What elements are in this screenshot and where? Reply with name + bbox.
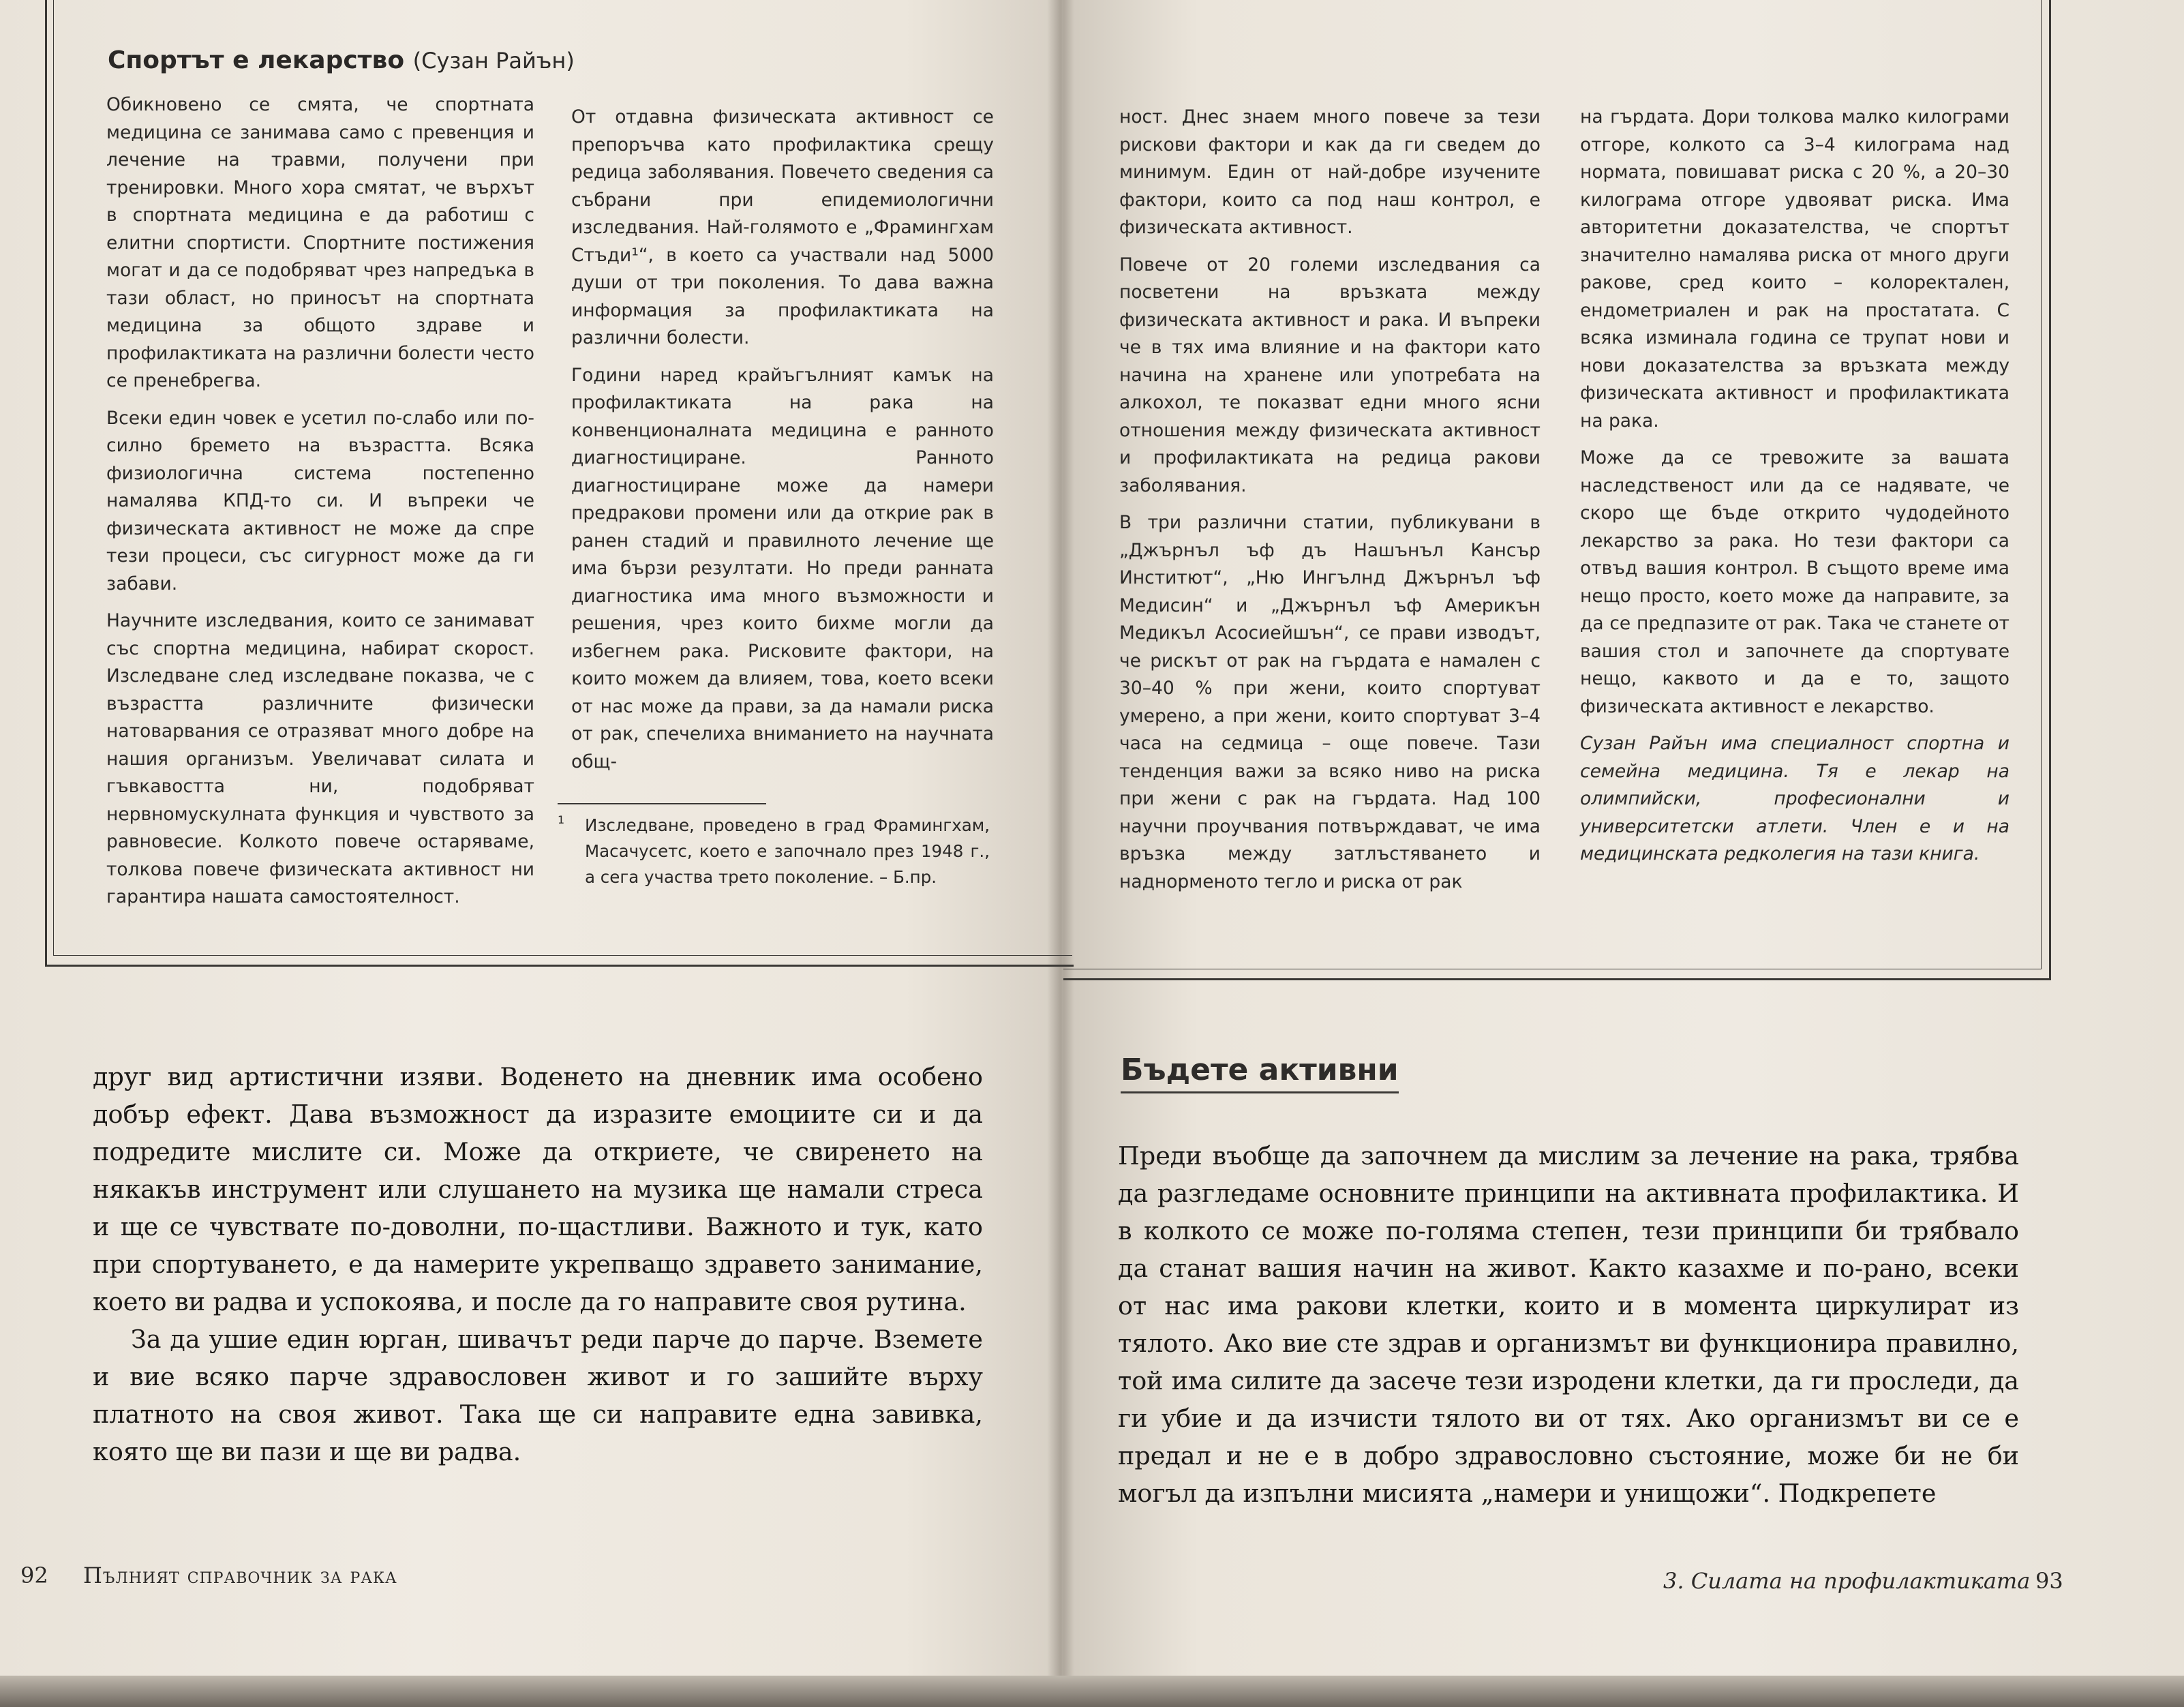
page-number-right: 93: [2035, 1568, 2063, 1594]
body-paragraph: За да ушие един юрган, шивачът реди парче до парче. Вземете и вие всяко парче здравословен живот и го зашийте върху платното на своя живот. Така ще си направите една завивка, която ще ви пази и ще ви радва.: [93, 1325, 983, 1466]
sidebar-title: [108, 46, 575, 74]
sidebar-paragraph: От отдавна физическата активност се препоръчва като профилактика срещу редица заболявания. Повечето сведения са събрани при епидемиологични изследвания. Най-голямото е „Фрамингхам Стъди¹“, в което са участвали над 5000 души от три поколения. То дава важна информация за профилактиката на различни болести.: [571, 106, 994, 348]
sidebar-paragraph: Може да се тревожите за вашата наследственост или да се надявате, че скоро ще бъде открито чудодейното лекарство за рака. Но тези фактори са отвъд вашия контрол. В същото време има нещо просто, което може да направите, за да се предпазите от рак. Така че станете от вашия стол и започнете да спортувате нещо, каквото и да е то, защото физическата активност е лекарство.: [1580, 447, 2009, 717]
sidebar-paragraph: Всеки един човек е усетил по-слабо или по-силно бремето на възрастта. Всяка физиологична система постепенно намалява КПД-то си. И въпреки че физическата активност не може да спре тези процеси, със сигурност може да ги забави.: [106, 407, 534, 594]
sidebar-author: (Сузан Райън): [412, 48, 575, 74]
sidebar-paragraph: Обикновено се смята, че спортната медицина се занимава само с превенция и лечение на травми, получени при тренировки. Много хора смятат, че върхът в спортната медицина е да работиш с елитни спортисти. Спортните постижения могат и да се подобряват чрез напредъка в тази област, но приносът на спортната медицина за общото здраве и профилактиката на различни болести често се пренебрегва.: [106, 94, 534, 391]
author-bio: Сузан Райън има специалност спортна и семейна медицина. Тя е лекар на олимпийски, професионални и университетски атлети. Член е и на медицинската редколегия на тази книга.: [1580, 733, 2009, 864]
sidebar-paragraph: Повече от 20 големи изследвания са посветени на връзката между физическата активност и рака. И въпреки че в тях има влияние и на фактори като начина на хранене или употребата на алкохол, те показват едни много ясни отношения между физическата активност и профилактиката на редица ракови заболявания.: [1119, 254, 1541, 496]
sidebar-paragraph: Научните изследвания, които се занимават със спортна медицина, набират скорост. Изследване след изследване показва, че с възрастта различните физически натоварвания се отразяват много добре на нашия организъм. Увеличават силата и гъвкавостта ни, подобряват нервномускулната функция и чувството за равновесие. Колкото повече остаряваме, толкова повече физическата активност ни гарантира нашата самостоятелност.: [106, 610, 534, 907]
sidebar-paragraph: В три различни статии, публикувани в „Джърнъл ъф дъ Нашънъл Кансър Инститют“, „Ню Ингълнд Джърнъл ъф Медисин“ и „Джърнъл ъф Америкън Медикъл Асосиейшън“, се прави изводът, че рискът от рак на гърдата е намален с 30–40 % при жени, които спортуват умерено, а при жени, които спортуват 3–4 часа на седмица – още повече. Тази тенденция важи за всяко ниво на риска при жени с рак на гърдата. Над 100 научни проучвания потвърждават, че има връзка между затлъстяването и наднорменото тегло и риска от рак: [1119, 512, 1541, 892]
page-number-left: 92: [20, 1562, 48, 1588]
footnote-rule: [558, 803, 766, 804]
sidebar-column-4: [1580, 104, 2009, 878]
body-paragraph: друг вид артистични изяви. Воденето на дневник има особено добър ефект. Дава възможност да изразите емоциите си и да подредите мислите си. Може да откриете, че свиренето на някакъв инструмент или слушането на музика ще намали стреса и ще се чувствате по-доволни, по-щастливи. Важното и тук, като при спортуването, е да намерите укрепващо здравето занимание, което ви радва и успокоява, и после да го направите своя рутина.: [93, 1062, 983, 1316]
sidebar-title-text: Спортът е лекарство: [108, 46, 405, 74]
page-bottom-edge: [0, 1676, 2184, 1707]
footnote: [558, 813, 990, 890]
footnote-text: Изследване, проведено в град Фрамингхам, Масачусетс, което е започнало през 1948 г., а сега участва трето поколение. – Б.пр.: [585, 815, 990, 887]
sidebar-column-1: [106, 91, 534, 921]
left-body-text: [93, 1058, 983, 1470]
running-title-right: 3. Силата на профилактиката: [1663, 1568, 2031, 1594]
section-heading: Бъдете активни: [1121, 1053, 1399, 1093]
footnote-mark: 1: [558, 813, 565, 826]
sidebar-column-3: [1119, 104, 1541, 905]
sidebar-paragraph: Години наред крайъгълният камък на профилактиката на рака на конвенционалната медицина е ранното диагностициране. Ранното диагностициране може да намери предракови промени или да открие рак в ранен стадий и правилното лечение ще има бързи резултати. Но преди ранната диагностика има много възможности и решения, чрез които бихме могли да избегнем рака. Рисковите фактори, на които можем да влияем, това, което всеки от нас може да прави, за да намали риска от рак, спечелиха вниманието на научната общ-: [571, 364, 994, 772]
sidebar-paragraph: ност. Днес знаем много повече за тези рискови фактори и как да ги сведем до минимум. Един от най-добре изучените фактори, които са под наш контрол, е физическата активност.: [1119, 106, 1541, 238]
running-title-left: Пълният справочник за рака: [83, 1562, 397, 1588]
body-paragraph: Преди въобще да започнем да мислим за лечение на рака, трябва да разгледаме основните принципи на активната профилактика. И в колкото се може по-голяма степен, тези принципи би трябвало да станат вашия начин на живот. Както казахме и по-рано, всеки от нас има ракови клетки, които и в момента циркулират из тялото. Ако вие сте здрав и организмът ви функционира правилно, той има силите да засече тези изродени клетки, да ги проследи, да ги убие и да изчисти тялото ви от тях. Ако организмът ви се е предал и не е в добро здравословно състояние, може би не би могъл да изпълни мисията „намери и унищожи“. Подкрепете: [1118, 1141, 2019, 1508]
right-body-text: [1118, 1137, 2019, 1512]
sidebar-column-2: [571, 104, 994, 785]
sidebar-paragraph: на гърдата. Дори толкова малко килограми отгоре, колкото са 3–4 килограма над нормата, повишават риска с 20 %, а 20–30 килограма отгоре удвояват риска. Има авторитетни доказателства, че спортът значително намалява риска от много други ракове, сред които – колоректален, ендометриален и рак на простатата. С всяка изминала година се трупат нови и нови доказателства за връзката между физическата активност и профилактиката на рака.: [1580, 106, 2009, 432]
